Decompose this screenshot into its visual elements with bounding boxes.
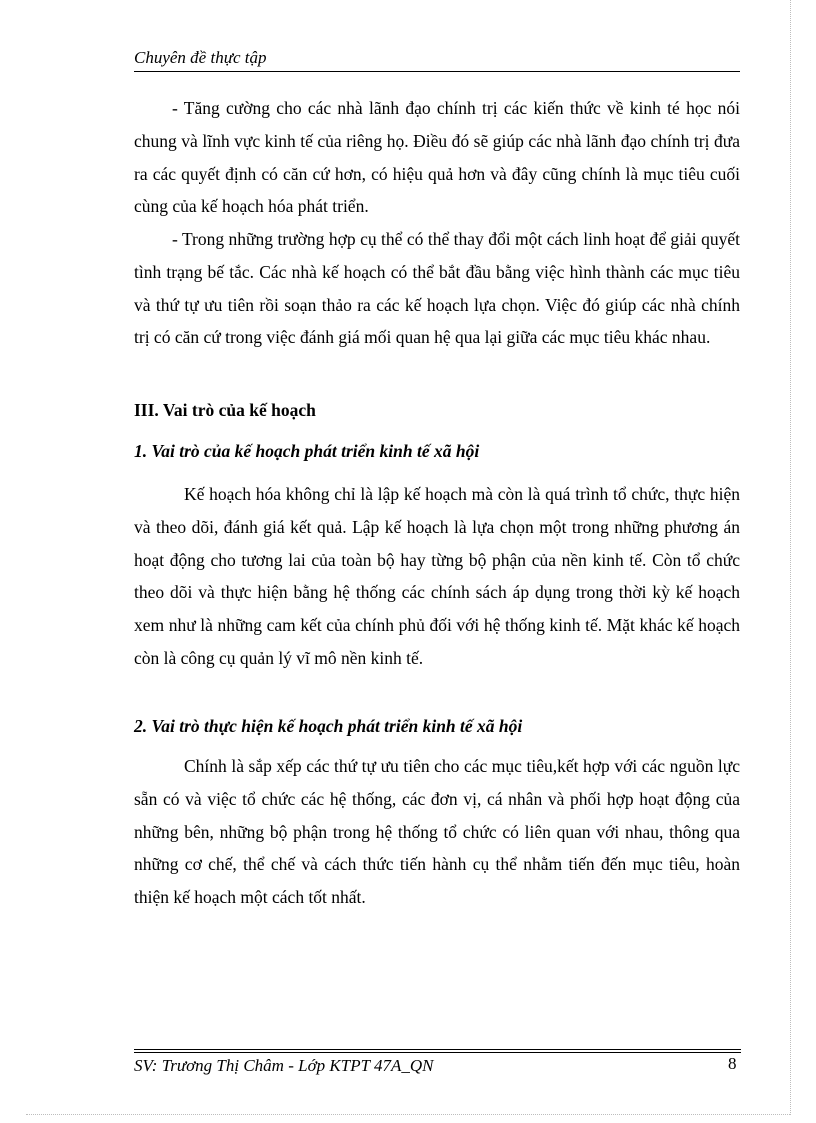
page-number: 8 xyxy=(728,1054,737,1073)
header-title: Chuyên đề thực tập xyxy=(134,48,267,67)
footer-rule-double xyxy=(134,1052,741,1053)
paragraph-1: - Tăng cường cho các nhà lãnh đạo chính trị các kiến thức về kinh té học nói chung và lĩnh vực kinh tế của riêng họ. Điều đó sẽ giúp các nhà lãnh đạo chính trị đưa ra các quyết định có căn cứ hơn, có hiệu quả hơn và đây cũng chính là mục tiêu cuối cùng của kế hoạch hóa phát triển. xyxy=(134,98,740,217)
paragraph-2: - Trong những trường hợp cụ thể có thể thay đổi một cách linh hoạt để giải quyết tình trạng bế tắc. Các nhà kế hoạch có thể bắt đầu bằng việc hình thành các mục tiêu và thứ tự ưu tiên rồi soạn thảo ra các kế hoạch lựa chọn. Việc đó giúp các nhà chính trị có căn cứ trong việc đánh giá mối quan hệ qua lại giữa các mục tiêu khác nhau. xyxy=(134,229,740,348)
section-heading: III. Vai trò của kế hoạch xyxy=(134,400,316,420)
header-rule xyxy=(134,71,740,72)
subsection-2-heading: 2. Vai trò thực hiện kế hoạch phát triển kinh tế xã hội xyxy=(134,716,523,736)
footer-rule xyxy=(134,1049,741,1050)
subsection-1-text: Kế hoạch hóa không chỉ là lập kế hoạch mà còn là quá trình tổ chức, thực hiện và theo dõi, đánh giá kết quả. Lập kế hoạch là lựa chọn một trong những phương án hoạt động cho tương lai của toàn bộ hay từng bộ phận của nền kinh tế. Còn tổ chức theo dõi và thực hiện bằng hệ thống các chính sách áp dụng trong thời kỳ kế hoạch xem như là những cam kết của chính phủ đối với hệ thống kinh tế. Mặt khác kế hoạch còn là công cụ quản lý vĩ mô nền kinh tế. xyxy=(134,484,740,668)
subsection-1-heading: 1. Vai trò của kế hoạch phát triển kinh tế xã hội xyxy=(134,441,480,461)
subsection-2-text: Chính là sắp xếp các thứ tự ưu tiên cho các mục tiêu,kết hợp với các nguồn lực sẵn có và việc tổ chức các hệ thống, các đơn vị, cá nhân và phối hợp hoạt động của những bên, những bộ phận trong hệ thống tổ chức có liên quan với nhau, thông qua những cơ chế, thể chế và cách thức tiến hành cụ thể nhằm tiến đến mục tiêu, hoàn thiện kế hoạch một cách tốt nhất. xyxy=(134,756,740,908)
page-border-right xyxy=(790,0,791,1115)
page-border-bottom xyxy=(26,1114,790,1115)
footer-author: SV: Trương Thị Châm - Lớp KTPT 47A_QN xyxy=(134,1056,434,1075)
